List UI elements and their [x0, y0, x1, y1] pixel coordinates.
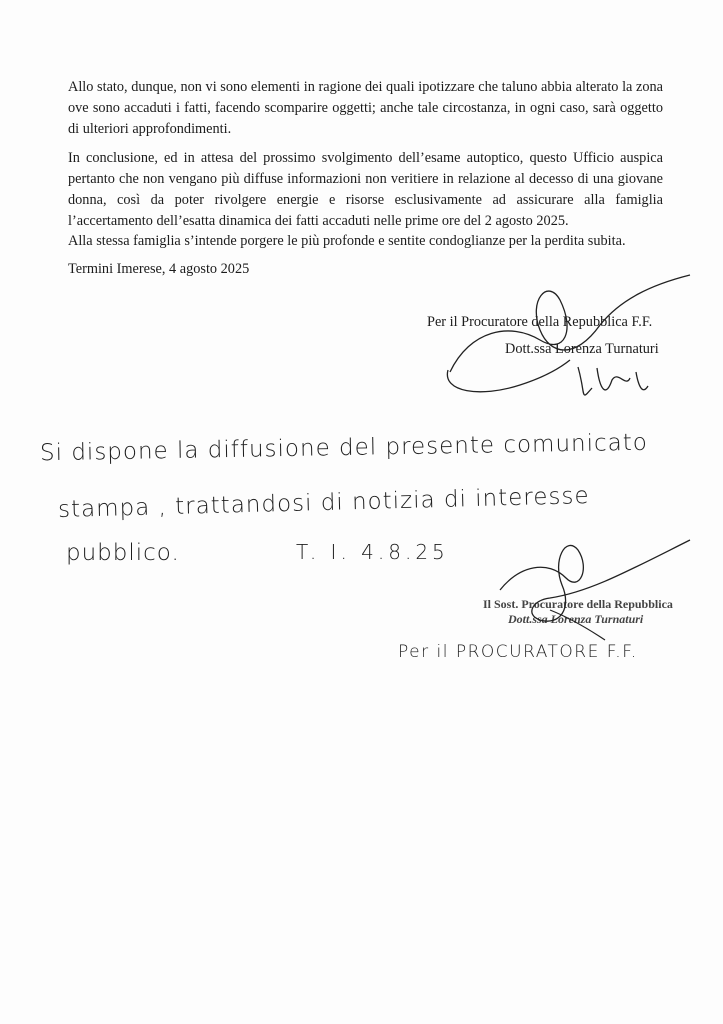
- paragraph-2: In conclusione, ed in attesa del prossimo svolgimento dell’esame autoptico, questo Ufficio auspica pertanto che non vengano più diffuse informazioni non veritiere in relazione al decesso di una giovane donna, così da poter rivolgere energie e risorse esclusivamente ad assicurare alla famiglia l’accertamento dell’esatta dinamica dei fatti accaduti nelle prime ore del 2 agosto 2025.: [68, 150, 663, 229]
- paragraph-1: Allo stato, dunque, non vi sono elementi in ragione dei quali ipotizzare che taluno abbia alterato la zona ove sono accaduti i fatti, facendo scomparire oggetti; anche tale circostanza, in ogni caso, sarà oggetto di ulteriori approfondimenti.: [68, 79, 663, 137]
- signatory-role: Per il Procuratore della Repubblica F.F.: [427, 314, 653, 330]
- handwritten-line-3: pubblico.: [66, 540, 180, 566]
- paragraph-3: Alla stessa famiglia s’intende porgere le più profonde e sentite condoglianze per la perdita subita.: [68, 233, 626, 249]
- handwritten-date: T. I. 4.8.25: [296, 540, 449, 564]
- signatory-name: Dott.ssa Lorenza Turnaturi: [505, 341, 659, 357]
- stamp-title: Il Sost. Procuratore della Repubblica: [483, 597, 673, 611]
- place-date: Termini Imerese, 4 agosto 2025: [68, 261, 250, 277]
- handwritten-line-2: stampa , trattandosi di notizia di interesse: [57, 483, 590, 523]
- handwritten-role: Per il PROCURATORE F.F.: [398, 642, 638, 662]
- handwritten-line-1: Si dispone la diffusione del presente comunicato: [39, 429, 649, 467]
- stamp-name: Dott.ssa Lorenza Turnaturi: [508, 612, 644, 626]
